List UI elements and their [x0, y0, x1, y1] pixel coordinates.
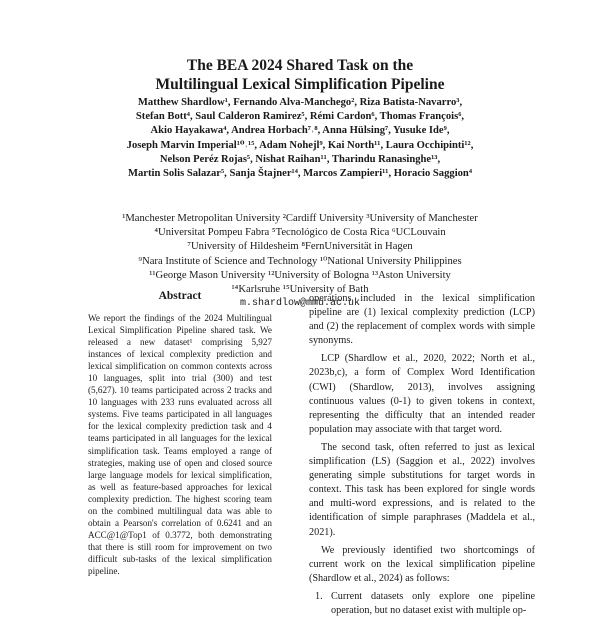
affiliation-line: ¹⁴Karlsruhe ¹⁵University of Bath: [231, 284, 369, 296]
affiliation-line: ¹Manchester Metropolitan University ²Cardiff University ³University of Manchester: [122, 213, 478, 224]
intro-column: [309, 292, 535, 618]
author-line: Akio Hayakawa⁴, Andrea Horbach⁷˒⁸, Anna Hülsing⁷, Yusuke Ide⁹,: [150, 125, 450, 137]
contact-email[interactable]: m.shardlow@mmu.ac.uk: [239, 298, 361, 310]
abstract-body: We report the findings of the 2024 Multilingual Lexical Simplification Pipeline shared task. We released a new dataset¹ comprising 5,927 instances of lexical complexity prediction and lexical simplification on common contexts across 10 languages, split into trial (300) and test (5,627). 10 teams participated across 2 tracks and 10 languages with 233 runs evaluated across all systems. Five teams participated in all languages for the lexical complexity prediction task and 4 teams participated in all languages for the lexical simplification task. Teams employed a range of strategies, making use of open and closed source large language models for lexical simplification, as well as feature-based approaches for lexical complexity prediction. The highest scoring team on the combined multilingual data was able to obtain a Pearson's correlation of 0.6241 and an ACC@1@Top1 of 0.3772, both demonstrating that there is still room for improvement on two difficult sub-tasks of the lexical simplification pipeline.: [88, 313, 272, 576]
affiliation-line: ⁹Nara Institute of Science and Technology ¹⁰National University Philippines: [138, 255, 462, 267]
affiliation-line: ¹¹George Mason University ¹²University of Bologna ¹³Aston University: [149, 269, 451, 281]
paper-title: [0, 56, 600, 94]
title-line: Multilingual Lexical Simplification Pipeline: [155, 76, 445, 93]
intro-paragraph: LCP (Shardlow et al., 2020, 2022; North et al., 2023b,c), a form of Complex Word Identification (CWI) (Shardlow, 2013), involves assigning continuous values (0-1) to given tokens in context, representing the difficulty that an intended reader population may associate with that target word.: [309, 353, 535, 435]
author-line: Nelson Peréz Rojas⁵, Nishat Raihan¹¹, Tharindu Ranasinghe¹³,: [159, 153, 441, 165]
list-number: 1.: [315, 590, 323, 602]
abstract-heading: Abstract: [158, 290, 202, 302]
list-text: Current datasets only explore one pipeline operation, but no dataset exist with multiple op-: [331, 590, 535, 616]
list-item: [309, 590, 535, 618]
author-line: Matthew Shardlow¹, Fernando Alva-Manchego², Riza Batista-Navarro³,: [137, 97, 463, 108]
author-list: [0, 96, 600, 181]
author-line: Joseph Marvin Imperial¹⁰˒¹⁵, Adam Nohejl⁹, Kai North¹¹, Laura Occhipinti¹²,: [126, 139, 474, 151]
intro-paragraph: operations included in the lexical simplification pipeline are (1) lexical complexity prediction (LCP) and (2) the replacement of complex words with simple synonyms.: [309, 293, 535, 347]
author-line: Martin Solis Salazar⁵, Sanja Štajner¹⁴, Marcos Zampieri¹¹, Horacio Saggion⁴: [127, 168, 472, 180]
title-line: The BEA 2024 Shared Task on the: [186, 57, 414, 74]
affiliation-line: ⁴Universitat Pompeu Fabra ⁵Tecnológico de Costa Rica ⁶UCLouvain: [154, 227, 446, 239]
intro-paragraph: The second task, often referred to just as lexical simplification (LS) (Saggion et al., 2022) involves generating simple substitutions for target words in context. This task has been explored for single words and multi-word expressions, and is related to the identification of simple paraphrases (Maddela et al., 2021).: [309, 441, 535, 538]
author-line: Stefan Bott⁴, Saul Calderon Ramirez⁵, Rémi Cardon⁶, Thomas François⁶,: [135, 111, 465, 123]
affiliation-line: ⁷University of Hildesheim ⁸FernUniversität in Hagen: [187, 241, 413, 253]
intro-paragraph: We previously identified two shortcomings of current work on the lexical simplification pipeline (Shardlow et al., 2024) as follows:: [309, 544, 535, 584]
